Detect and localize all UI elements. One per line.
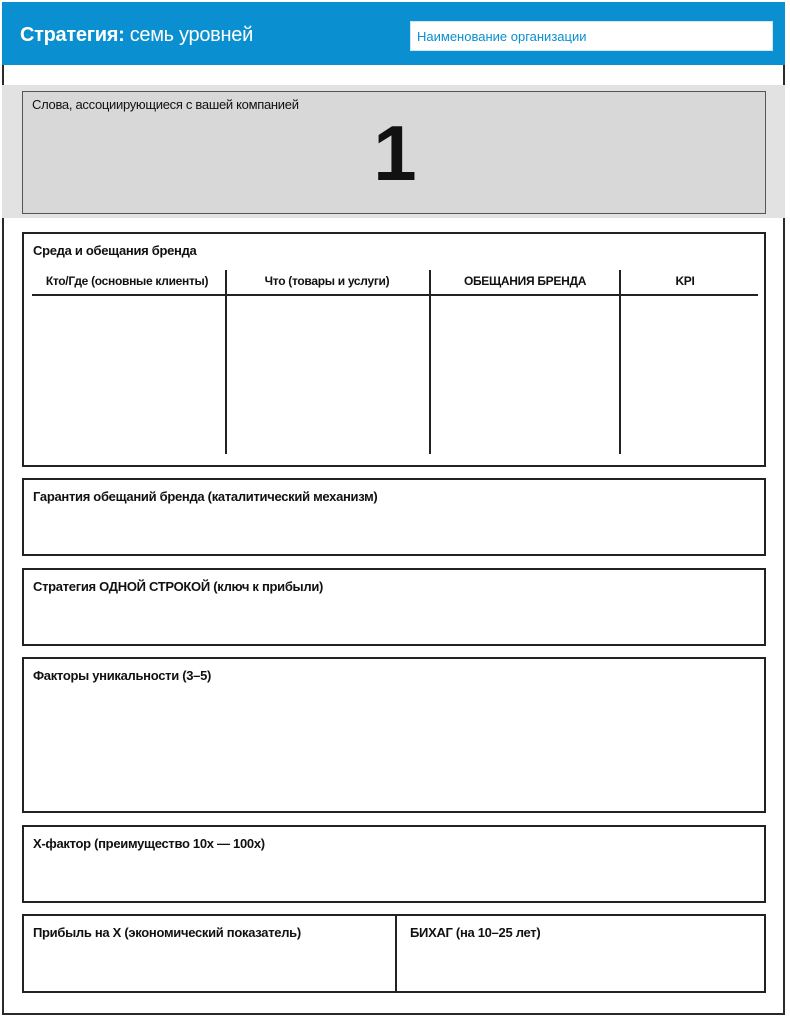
column-divider-3 <box>619 270 621 454</box>
x-factor-label: Х-фактор (преимущество 10х — 100х) <box>33 836 265 851</box>
title-bold: Стратегия: <box>20 24 125 46</box>
column-header-brand-promises: ОБЕЩАНИЯ БРЕНДА <box>463 274 587 288</box>
column-header-what: Что (товары и услуги) <box>264 274 390 288</box>
title-rest: семь уровней <box>124 24 253 46</box>
uniqueness-factors-box[interactable] <box>22 657 766 813</box>
profit-bhag-box <box>22 914 766 993</box>
one-line-strategy-label: Стратегия ОДНОЙ СТРОКОЙ (ключ к прибыли) <box>33 579 324 594</box>
x-factor-box[interactable] <box>22 825 766 903</box>
column-divider-2 <box>429 270 431 454</box>
brand-environment-box <box>22 232 766 467</box>
header-bar <box>2 2 785 65</box>
column-divider-1 <box>225 270 227 454</box>
guarantee-box[interactable] <box>22 478 766 556</box>
level-number: 1 <box>373 109 415 197</box>
cell-kpi[interactable] <box>623 298 758 454</box>
page-title <box>20 24 253 47</box>
guarantee-label: Гарантия обещаний бренда (каталитический механизм) <box>33 489 378 504</box>
level1-label: Слова, ассоциирующиеся с вашей компанией <box>32 97 299 112</box>
profit-per-x-label: Прибыль на Х (экономический показатель) <box>33 925 301 940</box>
column-header-who-where: Кто/Где (основные клиенты) <box>45 274 209 288</box>
brand-environment-label: Среда и обещания бренда <box>33 243 197 258</box>
table-header-divider <box>32 294 758 296</box>
bhag-cell[interactable] <box>398 916 764 991</box>
one-line-strategy-box[interactable] <box>22 568 766 646</box>
bhag-label: БИХАГ (на 10–25 лет) <box>410 925 541 940</box>
profit-bhag-divider <box>395 916 397 991</box>
column-header-kpi: KPI <box>675 274 695 288</box>
cell-who-where[interactable] <box>32 298 223 454</box>
cell-what[interactable] <box>229 298 427 454</box>
uniqueness-factors-label: Факторы уникальности (3–5) <box>33 668 212 683</box>
cell-brand-promises[interactable] <box>433 298 617 454</box>
level1-words-box[interactable] <box>22 91 766 214</box>
organization-name-input[interactable] <box>410 21 773 51</box>
profit-per-x-cell[interactable] <box>24 916 396 991</box>
